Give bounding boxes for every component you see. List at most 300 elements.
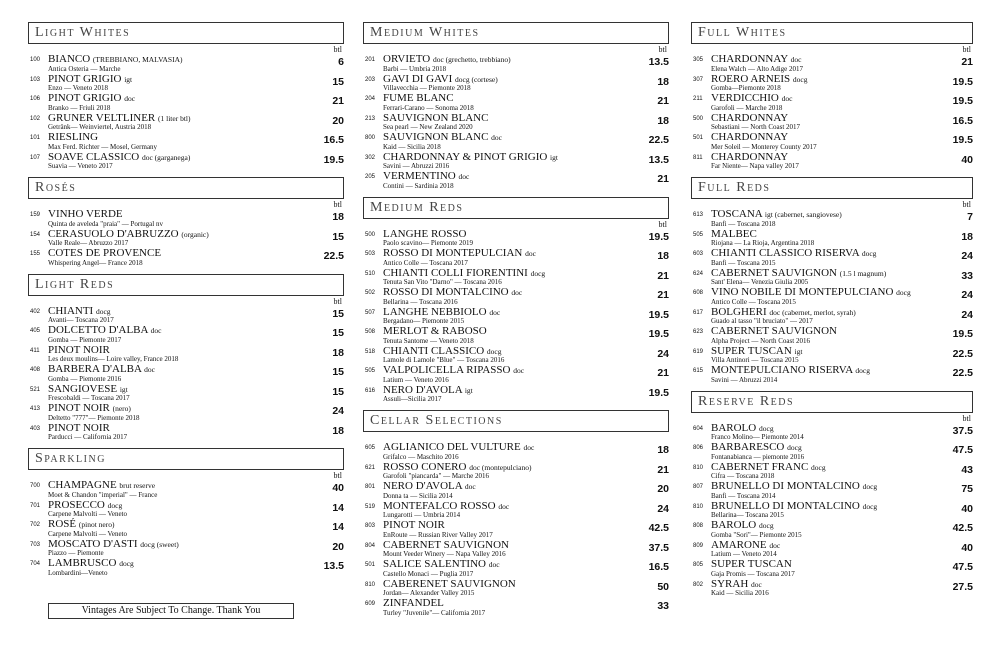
wine-producer: Kaid — Sicilia 2016: [711, 589, 769, 597]
wine-price: 20: [657, 483, 669, 495]
wine-producer: Jordan— Alexander Valley 2015: [383, 589, 475, 597]
wine-producer: Lamole di Lamole "Blue" — Toscana 2016: [383, 356, 505, 364]
wine-price: 24: [657, 502, 669, 515]
wine-producer: Ferrari-Carano — Sonoma 2018: [383, 103, 474, 112]
wine-producer: Piazzo — Piemonte: [48, 549, 104, 557]
wine-producer: Villa Antinori — Toscana 2015: [711, 356, 799, 364]
wine-price: 22.5: [952, 367, 973, 379]
wine-appellation: docg (cortese): [455, 74, 498, 84]
wine-name: CABERNET SAUVIGNON: [383, 538, 509, 551]
wine-producer: Carpene Malvolti — Veneto: [48, 510, 127, 518]
wine-producer: Lungarotti — Umbria 2014: [383, 511, 461, 519]
section-title: Rosés: [28, 177, 344, 199]
wine-producer: Banfi — Toscana 2014: [711, 491, 776, 500]
menu-section: [691, 177, 973, 385]
bottle-price-heading: btl: [333, 45, 342, 54]
wine-name: AMARONE: [711, 538, 767, 551]
wine-name: CHARDONNAY & PINOT GRIGIO: [383, 150, 548, 163]
wine-producer: Riojana — La Rioja, Argentina 2018: [711, 239, 815, 247]
wine-name: VERDICCHIO: [711, 92, 779, 104]
wine-bin-number: 702: [30, 522, 41, 528]
wine-price: 13.5: [648, 153, 669, 166]
vintage-disclaimer: Vintages Are Subject To Change. Thank You: [48, 603, 294, 619]
wine-name-line: [48, 306, 111, 317]
wine-appellation: doc: [525, 249, 536, 258]
wine-name: BIANCO: [48, 53, 91, 65]
wine-bin-number: 803: [365, 523, 376, 529]
wine-bin-number: 502: [365, 290, 376, 296]
wine-appellation: (nero): [112, 404, 131, 413]
wine-price: 19.5: [952, 95, 973, 107]
wine-bin-number: 403: [30, 425, 41, 432]
wine-bin-number: 809: [693, 542, 704, 549]
wine-name: AGLIANICO DEL VULTURE: [383, 441, 521, 453]
wine-name: SUPER TUSCAN: [711, 344, 792, 357]
wine-name-line: [383, 326, 487, 337]
wine-price: 19.5: [323, 153, 344, 166]
wine-producer: Les deux moulins— Loire valley, France 2018: [48, 355, 179, 363]
wine-name: PROSECCO: [48, 498, 105, 511]
wine-name: SANGIOVESE: [48, 382, 118, 395]
wine-name-line: [48, 152, 190, 163]
wine-bin-number: 521: [30, 386, 41, 393]
wine-item: [363, 152, 669, 172]
wine-producer: Tenuta San Vito "Darno" — Toscana 2016: [383, 278, 502, 286]
wine-appellation: doc (montepulciano): [469, 462, 532, 472]
wine-price: 13.5: [323, 560, 344, 572]
wine-name: CABERNET SAUVIGNON: [711, 266, 837, 279]
wine-item: [363, 229, 669, 249]
wine-price: 50: [657, 580, 669, 593]
wine-producer: Parducci — California 2017: [48, 433, 128, 441]
menu-column-left: [28, 22, 344, 584]
wine-bin-number: 402: [30, 308, 41, 315]
bottle-price-heading: btl: [962, 45, 971, 54]
wine-producer: Donna ta — Sicilia 2014: [383, 491, 453, 500]
wine-producer: Moet & Chandon "imperial" — France: [48, 490, 158, 499]
wine-item: [691, 540, 973, 560]
bottle-price-heading: btl: [658, 45, 667, 54]
wine-bin-number: 102: [30, 115, 41, 122]
bottle-price-heading: btl: [962, 200, 971, 209]
wine-producer: Turley "Juvenile"— California 2017: [383, 608, 486, 617]
wine-item: [28, 152, 344, 172]
wine-name: NERO D'AVOLA: [383, 480, 463, 492]
menu-section: [691, 391, 973, 599]
wine-producer: Far Niente— Napa valley 2017: [711, 162, 799, 170]
wine-bin-number: 501: [693, 135, 704, 141]
wine-producer: Bellarina — Toscana 2016: [383, 297, 458, 306]
wine-appellation: doc: [498, 501, 510, 511]
wine-item: [28, 384, 344, 404]
wine-bin-number: 307: [693, 76, 704, 83]
wine-name: COTES DE PROVENCE: [48, 247, 162, 259]
wine-name-line: [711, 287, 911, 298]
wine-item: [363, 462, 669, 482]
wine-price: 24: [657, 347, 669, 360]
wine-price: 27.5: [952, 580, 973, 593]
wine-name-line: [711, 152, 788, 163]
wine-item: [691, 152, 973, 172]
wine-name-line: [711, 346, 802, 357]
wine-name: BRUNELLO DI MONTALCINO: [711, 499, 860, 512]
wine-bin-number: 806: [693, 445, 704, 451]
wine-price: 21: [657, 173, 669, 185]
wine-bin-number: 103: [30, 76, 41, 83]
wine-bin-number: 519: [365, 503, 376, 510]
wine-item: [691, 501, 973, 521]
wine-producer: Sant' Elena— Venezia Giulia 2005: [711, 278, 809, 286]
wine-price: 19.5: [952, 328, 973, 340]
wine-name: CHIANTI CLASSICO: [383, 344, 485, 357]
wine-item: [691, 442, 973, 462]
wine-price: 18: [657, 114, 669, 127]
wine-name-line: [383, 93, 454, 104]
wine-bin-number: 608: [693, 290, 704, 296]
wine-name: LANGHE NEBBIOLO: [383, 305, 487, 318]
wine-bin-number: 500: [365, 231, 376, 238]
wine-producer: Avanti— Toscana 2017: [48, 316, 114, 324]
wine-producer: Savini — Abruzzi 2016: [383, 162, 450, 170]
wine-price: 18: [657, 444, 669, 456]
wine-producer: Valle Reale— Abruzzo 2017: [48, 239, 129, 247]
wine-producer: Suavia — Veneto 2017: [48, 162, 113, 170]
wine-name-line: [48, 519, 115, 530]
wine-name: BAROLO: [711, 519, 757, 531]
wine-item: [691, 423, 973, 443]
wine-name-line: [383, 268, 545, 279]
wine-appellation: docg: [758, 423, 774, 433]
wine-bin-number: 201: [365, 57, 376, 63]
wine-price: 7: [967, 211, 973, 223]
wine-name-line: [711, 132, 788, 143]
wine-appellation: docg: [896, 288, 911, 297]
wine-producer: Villavecchia — Piemonte 2018: [383, 84, 471, 92]
wine-producer: Sea pearl — New Zealand 2020: [383, 123, 473, 131]
wine-bin-number: 801: [365, 484, 376, 490]
wine-name-line: [383, 442, 534, 453]
wine-price: 15: [332, 366, 344, 378]
wine-price: 13.5: [648, 56, 669, 68]
wine-name-line: [383, 74, 498, 85]
wine-name-line: [711, 209, 842, 220]
wine-name: SYRAH: [711, 577, 749, 590]
wine-name: BAROLO: [711, 421, 757, 434]
wine-bin-number: 411: [30, 347, 40, 354]
wine-price: 21: [657, 463, 669, 476]
wine-name: PINOT NOIR: [383, 519, 445, 531]
wine-bin-number: 704: [30, 561, 41, 567]
wine-name-line: [383, 229, 466, 240]
wine-appellation: docg: [758, 521, 774, 530]
wine-name-line: [48, 229, 209, 240]
wine-bin-number: 802: [693, 581, 704, 588]
wine-item: [363, 346, 669, 366]
wine-bin-number: 616: [365, 387, 376, 394]
wine-name: SAUVIGNON BLANC: [383, 131, 489, 143]
wine-price: 15: [332, 327, 344, 339]
wine-name: CHIANTI COLLI FIORENTINI: [383, 266, 528, 279]
wine-name-line: [383, 579, 516, 590]
wine-appellation: doc: [458, 172, 470, 181]
wine-producer: Barbi — Umbria 2018: [383, 64, 447, 73]
wine-producer: Kaid — Sicilia 2018: [383, 142, 441, 151]
wine-name-line: [383, 113, 488, 124]
wine-price: 33: [657, 600, 669, 612]
wine-price: 21: [657, 269, 669, 282]
wine-bin-number: 302: [365, 154, 376, 161]
wine-item: [691, 93, 973, 113]
wine-item: [363, 365, 669, 385]
wine-name: SAUVIGNON BLANC: [383, 111, 489, 124]
wine-name-line: [48, 113, 191, 124]
wine-name: FUME BLANC: [383, 92, 454, 104]
wine-bin-number: 811: [693, 154, 703, 161]
section-title: Light Whites: [28, 22, 344, 44]
wine-appellation: doc: [488, 560, 500, 569]
wine-bin-number: 805: [693, 562, 704, 568]
wine-bin-number: 413: [30, 406, 41, 412]
menu-section: [28, 274, 344, 443]
wine-item: [28, 423, 344, 443]
wine-appellation: docg: [95, 306, 111, 316]
wine-item: [363, 501, 669, 521]
wine-name-line: [711, 326, 837, 337]
wine-appellation: doc: [489, 307, 501, 317]
wine-name-line: [711, 540, 780, 551]
wine-name-line: [383, 54, 511, 65]
wine-bin-number: 405: [30, 328, 41, 334]
wine-appellation: doc: [464, 482, 476, 491]
wine-price: 37.5: [648, 541, 669, 554]
wine-appellation: docg: [119, 559, 134, 568]
wine-bin-number: 800: [365, 135, 376, 141]
wine-price: 18: [961, 230, 973, 243]
wine-price: 19.5: [648, 386, 669, 399]
wine-name: ROSSO DI MONTALCINO: [383, 286, 509, 298]
wine-price: 75: [961, 483, 973, 495]
wine-price: 42.5: [648, 522, 669, 534]
wine-appellation: docg: [787, 443, 802, 452]
wine-price: 47.5: [952, 444, 973, 456]
wine-price: 19.5: [648, 308, 669, 321]
wine-appellation: doc: [781, 94, 793, 103]
wine-item: [28, 248, 344, 268]
wine-name: ORVIETO: [383, 53, 431, 65]
wine-name-line: [383, 462, 531, 473]
wine-appellation: doc: [511, 288, 523, 297]
wine-price: 47.5: [952, 561, 973, 573]
wine-item: [691, 365, 973, 385]
wine-name-line: [383, 171, 469, 182]
wine-name-line: [48, 500, 122, 511]
wine-price: 24: [332, 405, 344, 417]
wine-price: 14: [332, 521, 344, 533]
wine-name: CHAMPAGNE: [48, 479, 117, 491]
wine-item: [363, 559, 669, 579]
wine-price: 40: [961, 153, 973, 166]
wine-item: [691, 54, 973, 74]
menu-section: [363, 197, 669, 405]
wine-appellation: (TREBBIANO, MALVASIA): [92, 55, 183, 64]
wine-name: CHARDONNAY: [711, 53, 788, 65]
wine-price: 43: [961, 463, 973, 476]
wine-item: [691, 268, 973, 288]
wine-bin-number: 305: [693, 57, 704, 63]
wine-price: 15: [332, 230, 344, 243]
wine-name-line: [383, 346, 502, 357]
wine-price: 6: [338, 56, 344, 68]
wine-name-line: [711, 559, 792, 570]
wine-item: [691, 248, 973, 268]
wine-item: [363, 481, 669, 501]
wine-name-line: [48, 558, 134, 569]
wine-producer: Mer Soleil — Monterey County 2017: [711, 142, 817, 151]
wine-bin-number: 623: [693, 329, 704, 335]
wine-appellation: doc: [124, 94, 136, 103]
wine-bin-number: 505: [365, 368, 376, 374]
wine-appellation: doc (garganega): [141, 152, 191, 162]
wine-price: 14: [332, 501, 344, 514]
wine-producer: Garofoli — Marche 2018: [711, 103, 783, 112]
wine-item: [28, 364, 344, 384]
wine-bin-number: 604: [693, 425, 704, 432]
wine-name: ZINFANDEL: [383, 597, 444, 609]
section-title: Reserve Reds: [691, 391, 973, 413]
wine-appellation: (organic): [181, 229, 209, 239]
section-title: Light Reds: [28, 274, 344, 296]
wine-item: [691, 520, 973, 540]
wine-bin-number: 807: [693, 484, 704, 490]
menu-section: [691, 22, 973, 171]
wine-item: [691, 209, 973, 229]
wine-appellation: docg: [862, 482, 878, 491]
wine-name-line: [711, 579, 762, 590]
wine-price: 16.5: [648, 561, 669, 573]
wine-bin-number: 605: [365, 445, 376, 451]
wine-item: [28, 325, 344, 345]
wine-bin-number: 609: [365, 601, 376, 607]
wine-name: ROSSO CONERO: [383, 460, 467, 473]
wine-bin-number: 603: [693, 251, 704, 257]
wine-name-line: [48, 345, 110, 356]
wine-name: CHARDONNAY: [711, 131, 789, 143]
wine-bin-number: 615: [693, 368, 704, 374]
wine-item: [691, 326, 973, 346]
wine-name: PINOT NOIR: [48, 343, 110, 356]
section-title: Sparkling: [28, 448, 344, 470]
wine-item: [28, 229, 344, 249]
wine-producer: Antico Colle — Toscana 2017: [383, 258, 468, 267]
wine-name-line: [711, 481, 877, 492]
wine-name-line: [383, 540, 509, 551]
wine-name-line: [711, 307, 856, 318]
wine-item: [28, 54, 344, 74]
wine-name: SALICE SALENTINO: [383, 558, 486, 570]
wine-bin-number: 501: [365, 562, 376, 568]
wine-name: CABERNET FRANC: [711, 460, 809, 473]
wine-price: 15: [332, 307, 344, 320]
wine-appellation: doc: [751, 579, 762, 589]
wine-name: LANGHE ROSSO: [383, 227, 467, 240]
wine-appellation: (1 liter btl): [158, 113, 191, 123]
wine-item: [28, 480, 344, 500]
menu-column-middle: [363, 22, 669, 624]
wine-name: MOSCATO D'ASTI: [48, 537, 138, 550]
wine-item: [28, 558, 344, 578]
wine-bin-number: 408: [30, 367, 41, 373]
section-title: Full Reds: [691, 177, 973, 199]
wine-producer: Grifalco — Maschito 2016: [383, 452, 459, 461]
wine-name: PINOT NOIR: [48, 421, 110, 434]
wine-item: [28, 306, 344, 326]
wine-appellation: (pinot nero): [78, 520, 115, 529]
wine-producer: EnRoute — Russian River Valley 2017: [383, 530, 493, 539]
wine-appellation: doc: [769, 540, 781, 550]
wine-bin-number: 701: [30, 502, 41, 509]
wine-producer: Franco Molino— Piemonte 2014: [711, 433, 804, 441]
wine-producer: Mount Veeder Winery — Napa Valley 2016: [383, 550, 506, 558]
wine-price: 33: [961, 269, 973, 282]
wine-bin-number: 503: [365, 251, 376, 257]
wine-price: 22.5: [323, 250, 344, 262]
wine-item: [363, 113, 669, 133]
wine-price: 20: [332, 540, 344, 553]
wine-name-line: [383, 365, 524, 376]
wine-producer: Antica Osteria — Marche: [48, 64, 121, 73]
menu-section: [363, 22, 669, 191]
wine-price: 21: [961, 56, 973, 68]
wine-price: 40: [961, 502, 973, 515]
bottle-price-heading: btl: [333, 471, 342, 480]
wine-name: PINOT GRIGIO: [48, 72, 122, 85]
wine-price: 19.5: [648, 230, 669, 243]
wine-name: SUPER TUSCAN: [711, 558, 792, 570]
wine-bin-number: 213: [365, 115, 376, 122]
wine-name-line: [48, 132, 98, 143]
wine-item: [363, 132, 669, 152]
wine-bin-number: 613: [693, 212, 704, 218]
wine-bin-number: 804: [365, 542, 376, 549]
wine-bin-number: 100: [30, 57, 41, 63]
wine-name-line: [48, 364, 155, 375]
wine-price: 20: [332, 114, 344, 127]
wine-appellation: igt: [124, 74, 133, 84]
wine-appellation: doc: [144, 365, 155, 374]
wine-name-line: [711, 248, 876, 259]
wine-bin-number: 154: [30, 231, 41, 238]
wine-producer: Gomba — Piemonte 2017: [48, 335, 122, 344]
wine-bin-number: 211: [693, 96, 703, 102]
wine-name: ROSSO DI MONTEPULCIAN: [383, 247, 523, 259]
wine-bin-number: 619: [693, 348, 704, 355]
wine-name: PINOT GRIGIO: [48, 92, 122, 104]
wine-appellation: (1.5 l magnum): [839, 268, 887, 278]
wine-bin-number: 107: [30, 154, 41, 161]
wine-appellation: doc: [491, 133, 503, 142]
wine-name: TOSCANA: [711, 208, 763, 220]
wine-name-line: [48, 325, 161, 336]
wine-appellation: docg: [486, 346, 502, 356]
wine-item: [28, 519, 344, 539]
wine-producer: Elena Walch — Alto Adige 2017: [711, 64, 804, 73]
wine-bin-number: 508: [365, 329, 376, 335]
menu-column-right: [691, 22, 973, 604]
wine-item: [691, 579, 973, 599]
wine-item: [691, 307, 973, 327]
bottle-price-heading: btl: [962, 413, 971, 423]
wine-producer: Antico Colle — Toscana 2015: [711, 297, 796, 306]
